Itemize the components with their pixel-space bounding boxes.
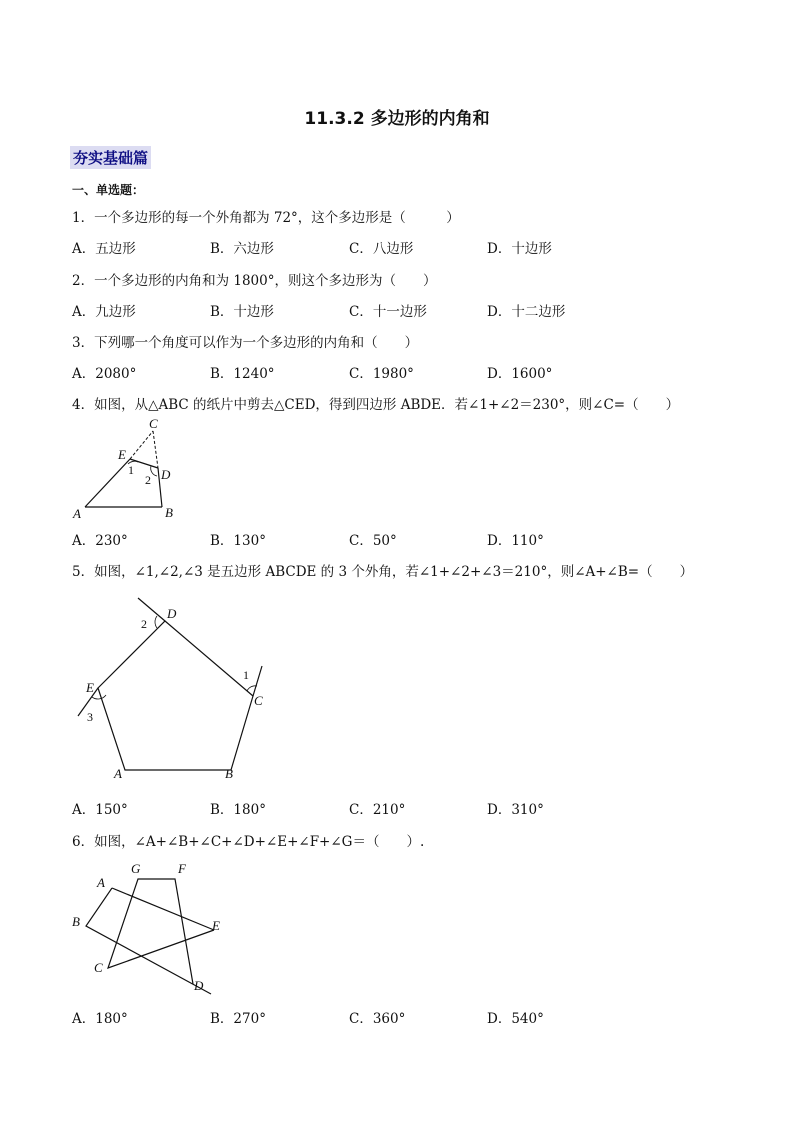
label-e: E <box>86 680 94 695</box>
label-a: A <box>97 875 105 890</box>
question-5-option-a: A．150° <box>72 802 128 818</box>
question-6-option-d: D．540° <box>487 1011 544 1027</box>
question-1-option-c: C．八边形 <box>349 241 414 257</box>
question-3-option-a: A．2080° <box>72 366 137 382</box>
question-6-option-c: C．360° <box>349 1011 406 1027</box>
question-5-stem: 5．如图，∠1,∠2,∠3 是五边形 ABCDE 的 3 个外角，若∠1+∠2+∠3＝210°，则∠A+∠B=（ ） <box>72 564 694 580</box>
question-6-stem: 6．如图，∠A+∠B+∠C+∠D+∠E+∠F+∠G＝（ ）. <box>72 834 425 850</box>
label-a: A <box>114 766 122 781</box>
label-e: E <box>212 918 220 933</box>
question-4-option-b: B．130° <box>210 533 266 549</box>
question-5-option-b: B．180° <box>210 802 266 818</box>
label-angle-3: 3 <box>87 710 93 724</box>
label-b: B <box>225 766 233 781</box>
question-3-option-c: C．1980° <box>349 366 414 382</box>
label-b: B <box>72 914 80 929</box>
label-angle-2: 2 <box>141 617 147 631</box>
question-3-option-d: D．1600° <box>487 366 553 382</box>
section-label: 夯实基础篇 <box>70 146 151 169</box>
pentagon-figure <box>68 590 278 790</box>
question-2-option-c: C．十一边形 <box>349 304 427 320</box>
question-5-option-d: D．310° <box>487 802 544 818</box>
question-1-option-d: D．十边形 <box>487 241 552 257</box>
question-6-option-b: B．270° <box>210 1011 266 1027</box>
label-d: D <box>194 978 204 993</box>
path-e-c-g-f-d <box>108 879 214 984</box>
label-angle-2: 2 <box>145 473 151 487</box>
question-2-option-a: A．九边形 <box>72 304 136 320</box>
page-title: 11.3.2 多边形的内角和 <box>304 109 490 129</box>
question-4-option-c: C．50° <box>349 533 397 549</box>
question-2-option-b: B．十边形 <box>210 304 274 320</box>
label-e: E <box>118 447 126 462</box>
question-4-stem: 4．如图，从△ABC 的纸片中剪去△CED，得到四边形 ABDE．若∠1+∠2＝230°，则∠C=（ ） <box>72 397 680 413</box>
question-1-option-b: B．六边形 <box>210 241 274 257</box>
segment-cd-dashed <box>153 431 158 468</box>
label-d: D <box>161 467 171 482</box>
section-heading: 一、单选题： <box>72 183 145 197</box>
label-c: C <box>94 960 103 975</box>
triangle-cut-figure <box>68 414 188 522</box>
question-1-stem: 1．一个多边形的每一个外角都为 72°，这个多边形是（ ） <box>72 210 460 226</box>
segment-ed <box>130 459 158 468</box>
label-c: C <box>149 416 158 431</box>
question-4-option-d: D．110° <box>487 533 544 549</box>
question-3-option-b: B．1240° <box>210 366 275 382</box>
question-1-option-a: A．五边形 <box>72 241 136 257</box>
question-4-option-a: A．230° <box>72 533 128 549</box>
question-5-option-c: C．210° <box>349 802 406 818</box>
segment-ec-dashed <box>130 431 153 459</box>
label-angle-1: 1 <box>128 463 134 477</box>
label-b: B <box>165 505 173 520</box>
label-f: F <box>178 861 186 876</box>
angle-3-arc <box>92 695 106 699</box>
question-2-option-d: D．十二边形 <box>487 304 566 320</box>
label-angle-1: 1 <box>243 668 249 682</box>
extension-at-c <box>253 666 262 696</box>
label-c: C <box>254 693 263 708</box>
question-3-stem: 3．下列哪一个角度可以作为一个多边形的内角和（ ） <box>72 335 419 351</box>
label-d: D <box>167 606 177 621</box>
question-2-stem: 2．一个多边形的内角和为 1800°，则这个多边形为（ ） <box>72 273 437 289</box>
question-6-option-a: A．180° <box>72 1011 128 1027</box>
segment-ae <box>85 459 130 507</box>
label-g: G <box>131 861 141 876</box>
label-a: A <box>73 506 81 521</box>
star-figure <box>66 858 236 998</box>
pentagon-abcde <box>98 621 253 770</box>
angle-2-arc <box>155 616 157 628</box>
